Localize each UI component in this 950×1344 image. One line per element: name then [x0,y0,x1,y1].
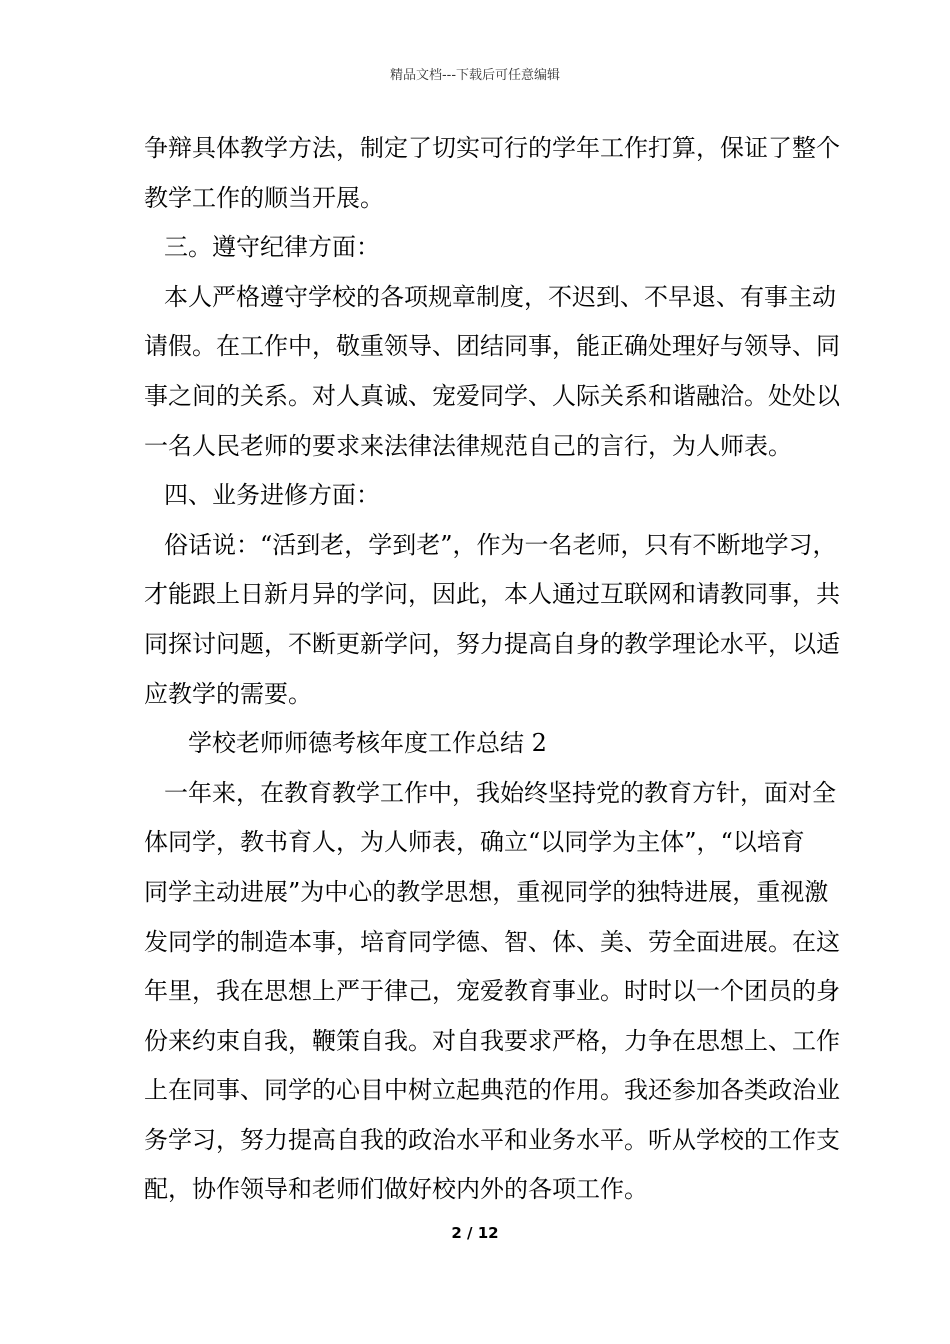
section-heading: 三。遵守纪律方面： [164,233,380,262]
body-line: 年里，我在思想上严于律己，宠爱教育事业。时时以一个团员的身 [144,977,840,1006]
body-line: 教学工作的顺当开展。 [144,183,384,212]
body-line: 俗话说：“活到老，学到老”，作为一名老师，只有不断地学习， [164,530,837,559]
page-header: 精品文档---下载后可任意编辑 [389,68,561,83]
article-title: 学校老师师德考核年度工作总结 2 [188,729,547,758]
body-line: 配，协作领导和老师们做好校内外的各项工作。 [144,1175,648,1204]
body-line: 事之间的关系。对人真诚、宠爱同学、人际关系和谐融洽。处处以 [144,381,840,410]
body-line: 上在同事、同学的心目中树立起典范的作用。我还参加各类政治业 [144,1076,840,1105]
body-line: 才能跟上日新月异的学问，因此，本人通过互联网和请教同事，共 [144,580,840,609]
body-line: 应教学的需要。 [144,679,312,708]
body-line: 体同学，教书育人，为人师表，确立“以同学为主体”，“以培育 [144,828,805,857]
body-line: 请假。在工作中，敬重领导、团结同事，能正确处理好与领导、同 [144,332,840,361]
page-number: 2 / 12 [451,1224,499,1242]
body-line: 务学习，努力提高自我的政治水平和业务水平。听从学校的工作支 [144,1125,840,1154]
body-line: 发同学的制造本事，培育同学德、智、体、美、劳全面进展。在这 [144,927,840,956]
section-heading: 四、业务进修方面： [164,481,380,510]
document-body [144,124,840,1215]
body-line: 同学主动进展”为中心的教学思想，重视同学的独特进展，重视激 [144,877,829,906]
body-line: 一名人民老师的要求来法律法律规范自己的言行，为人师表。 [144,431,792,460]
body-line: 同探讨问题，不断更新学问，努力提高自身的教学理论水平，以适 [144,629,840,658]
body-line: 本人严格遵守学校的各项规章制度，不迟到、不早退、有事主动 [164,282,836,311]
body-line: 份来约束自我，鞭策自我。对自我要求严格，力争在思想上、工作 [144,1026,840,1055]
body-line: 一年来，在教育教学工作中，我始终坚持党的教育方针，面对全 [164,778,836,807]
body-line: 争辩具体教学方法，制定了切实可行的学年工作打算，保证了整个 [144,134,840,162]
